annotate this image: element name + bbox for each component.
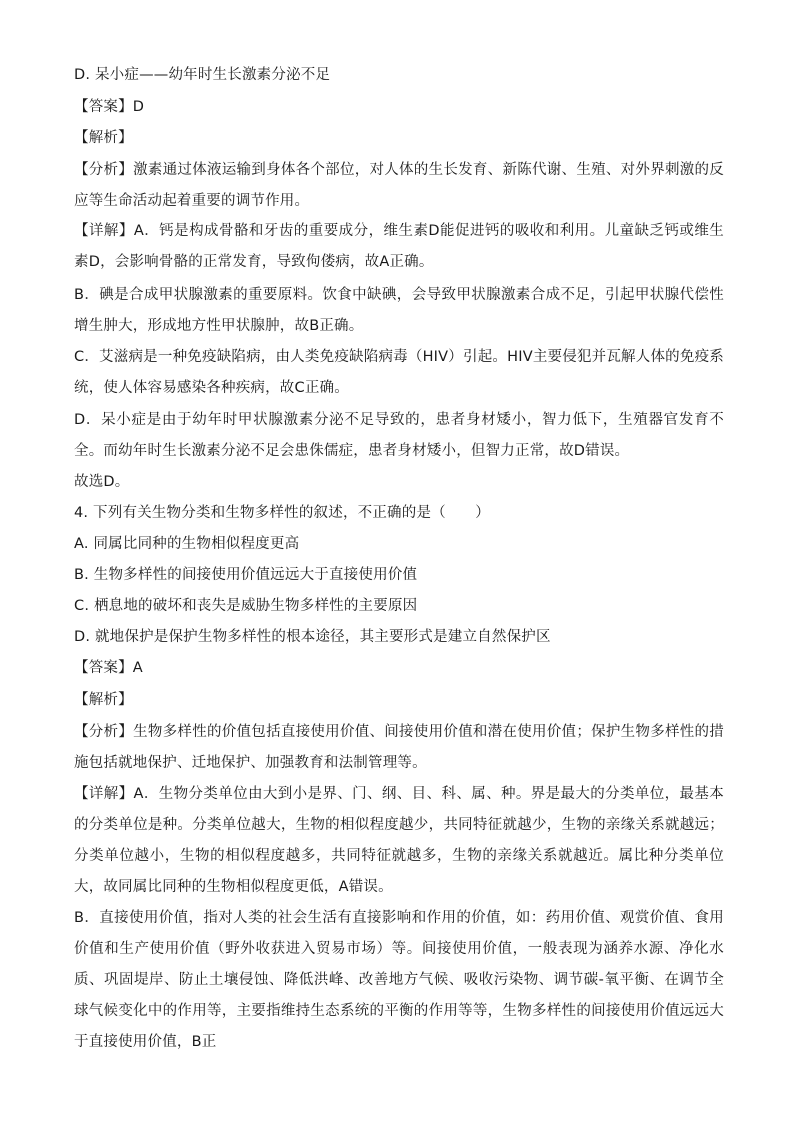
q3-answer: 【答案】D bbox=[74, 99, 145, 115]
q3-conclusion: 故选D。 bbox=[74, 474, 130, 490]
q4-option-c: C. 栖息地的破坏和丧失是威胁生物多样性的主要原因 bbox=[74, 598, 418, 614]
q3-detail-c: C．艾滋病是一种免疫缺陷病，由人类免疫缺陷病毒（HIV）引起。HIV主要侵犯并瓦解人体的免疫系统，使人体容易感染各种疾病，故C正确。 bbox=[74, 349, 724, 396]
q4-option-b: B. 生物多样性的间接使用价值远远大于直接使用价值 bbox=[74, 567, 418, 583]
q3-analysis-label: 【解析】 bbox=[74, 130, 133, 146]
q4-detail-a: 【详解】A．生物分类单位由大到小是界、门、纲、目、科、属、种。界是最大的分类单位，最基本的分类单位是种。分类单位越大，生物的相似程度越少，共同特征就越少，生物的亲缘关系就越远；分类单位越小，生物的相似程度越多，共同特征就越多，生物的亲缘关系就越近。属比种分类单位大，故同属比同种的生物相似程度更低，A错误。 bbox=[74, 786, 724, 895]
q3-detail-b: B．碘是合成甲状腺激素的重要原料。饮食中缺碘，会导致甲状腺激素合成不足，引起甲状腺代偿性增生肿大，形成地方性甲状腺肿，故B正确。 bbox=[74, 287, 724, 334]
q4-option-d: D. 就地保护是保护生物多样性的根本途径，其主要形式是建立自然保护区 bbox=[74, 629, 551, 645]
q4-stem: 4. 下列有关生物分类和生物多样性的叙述，不正确的是（ ） bbox=[74, 505, 490, 521]
q4-detail-b: B．直接使用价值，指对人类的社会生活有直接影响和作用的价值，如：药用价值、观赏价值、食用价值和生产使用价值（野外收获进入贸易市场）等。间接使用价值，一般表现为涵养水源、净化水质、巩固堤岸、防止土壤侵蚀、降低洪峰、改善地方气候、吸收污染物、调节碳-氧平衡、在调节全球气候变化中的作用等，主要指维持生态系统的平衡的作用等等，生物多样性的间接使用价值远远大于直接使用价值，B正 bbox=[74, 910, 724, 1050]
q3-option-d: D. 呆小症——幼年时生长激素分泌不足 bbox=[74, 67, 331, 83]
q4-analysis-text: 【分析】生物多样性的价值包括直接使用价值、间接使用价值和潜在使用价值；保护生物多样性的措施包括就地保护、迁地保护、加强教育和法制管理等。 bbox=[74, 724, 724, 771]
q3-detail-d: D．呆小症是由于幼年时甲状腺激素分泌不足导致的，患者身材矮小，智力低下，生殖器官发育不全。而幼年时生长激素分泌不足会患侏儒症，患者身材矮小，但智力正常，故D错误。 bbox=[74, 412, 724, 459]
q3-detail-a: 【详解】A．钙是构成骨骼和牙齿的重要成分，维生素D能促进钙的吸收和利用。儿童缺乏钙或维生素D，会影响骨骼的正常发育，导致佝偻病，故A正确。 bbox=[74, 223, 724, 270]
q3-analysis-text: 【分析】激素通过体液运输到身体各个部位，对人体的生长发育、新陈代谢、生殖、对外界刺激的反应等生命活动起着重要的调节作用。 bbox=[74, 162, 724, 209]
q4-analysis-label: 【解析】 bbox=[74, 692, 133, 708]
q4-option-a: A. 同属比同种的生物相似程度更高 bbox=[74, 536, 300, 552]
q4-answer: 【答案】A bbox=[74, 660, 143, 676]
